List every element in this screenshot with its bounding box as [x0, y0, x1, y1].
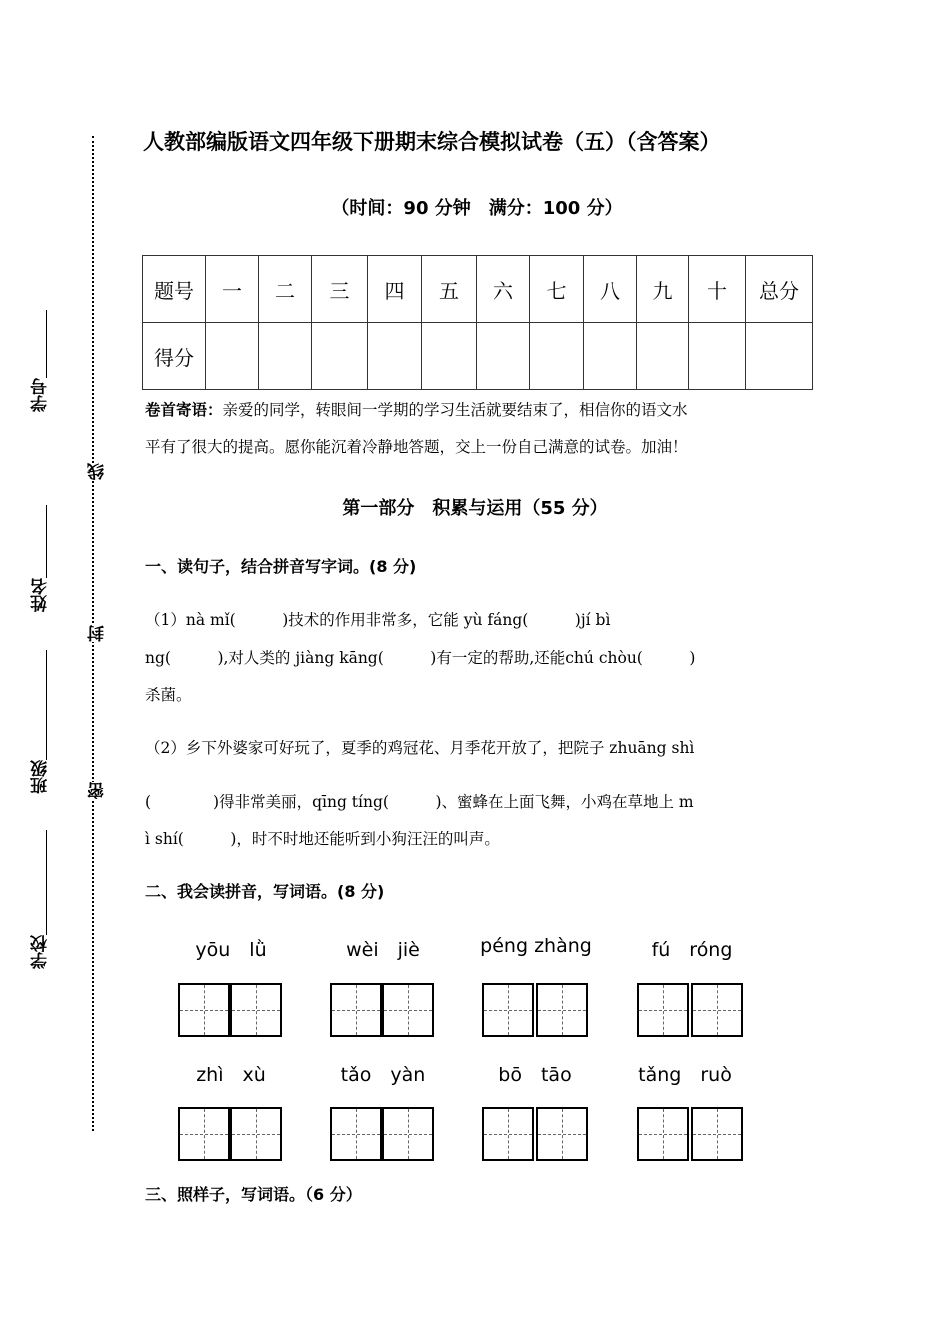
class-blank[interactable]: [46, 650, 47, 760]
pinyin-label: tǎng ruò: [638, 1064, 732, 1086]
header-cell: 五: [422, 256, 477, 323]
tianzige-box[interactable]: [178, 1107, 230, 1161]
q1-line: ì shí( )，时不时地还能听到小狗汪汪的叫声。: [145, 830, 500, 848]
tianzige-box[interactable]: [230, 1107, 282, 1161]
q1-line: （2）乡下外婆家可好玩了，夏季的鸡冠花、月季花开放了，把院子 zhuāng shì: [145, 739, 695, 757]
preface-line-1: [145, 398, 688, 420]
question-3-title: 三、照样子，写词语。（6 分）: [145, 1185, 362, 1204]
q1-line: ng( ),对人类的 jiàng kāng( )有一定的帮助,还能chú chòu( ): [145, 649, 696, 667]
header-cell: 二: [259, 256, 312, 323]
header-cell: 题号: [143, 256, 206, 323]
header-cell: 三: [312, 256, 368, 323]
tianzige-box[interactable]: [230, 983, 282, 1037]
tianzige-box[interactable]: [637, 1107, 689, 1161]
pinyin-label: fú róng: [651, 939, 733, 961]
score-cell[interactable]: [206, 323, 259, 390]
score-table: [142, 255, 813, 390]
label-name: 姓名: [31, 578, 51, 612]
tianzige-box[interactable]: [482, 1107, 534, 1161]
tianzige-box[interactable]: [637, 983, 689, 1037]
header-cell: 八: [584, 256, 637, 323]
preface-line-2: 平有了很大的提高。愿你能沉着冷静地答题，交上一份自己满意的试卷。加油！: [145, 438, 688, 456]
score-cell[interactable]: [689, 323, 746, 390]
tianzige-box[interactable]: [330, 1107, 382, 1161]
score-table-score-row: [143, 323, 813, 390]
exam-time-score: （时间：90 分钟 满分：100 分）: [331, 198, 623, 219]
header-cell: 十: [689, 256, 746, 323]
pinyin-label: tǎo yàn: [340, 1064, 426, 1086]
tianzige-box[interactable]: [691, 983, 743, 1037]
score-cell[interactable]: [368, 323, 422, 390]
header-cell: 九: [637, 256, 689, 323]
pinyin-label: péng zhàng: [480, 935, 592, 957]
header-cell: 一: [206, 256, 259, 323]
score-cell[interactable]: [477, 323, 530, 390]
pinyin-label: yōu lǜ: [195, 939, 267, 961]
label-school: 学校: [31, 935, 51, 969]
score-cell[interactable]: [637, 323, 689, 390]
tianzige-box[interactable]: [536, 983, 588, 1037]
seal-char-feng: 封: [85, 625, 110, 642]
tianzige-box[interactable]: [382, 983, 434, 1037]
seal-char-xian: 线: [85, 463, 110, 480]
seal-char-mi: 密: [85, 782, 110, 799]
q1-line: ( )得非常美丽，qīng tíng( )、蜜蜂在上面飞舞，小鸡在草地上 m: [145, 793, 694, 811]
score-row-label: 得分: [143, 323, 206, 390]
tianzige-box[interactable]: [178, 983, 230, 1037]
score-cell[interactable]: [530, 323, 584, 390]
label-student-number: 学号: [31, 378, 51, 412]
score-cell[interactable]: [259, 323, 312, 390]
school-blank[interactable]: [46, 830, 47, 935]
header-cell: 总分: [746, 256, 813, 323]
score-cell[interactable]: [422, 323, 477, 390]
header-cell: 七: [530, 256, 584, 323]
header-cell: 四: [368, 256, 422, 323]
q1-line: 杀菌。: [145, 686, 192, 704]
page-title: 人教部编版语文四年级下册期末综合模拟试卷（五）（含答案）: [143, 130, 721, 154]
pinyin-label: wèi jiè: [346, 939, 420, 961]
tianzige-box[interactable]: [482, 983, 534, 1037]
tianzige-box[interactable]: [382, 1107, 434, 1161]
q1-line: （1）nà mǐ( )技术的作用非常多，它能 yù fáng( )jí bì: [145, 611, 611, 629]
tianzige-box[interactable]: [330, 983, 382, 1037]
score-cell[interactable]: [746, 323, 813, 390]
score-table-header-row: [143, 256, 813, 323]
score-cell[interactable]: [312, 323, 368, 390]
tianzige-box[interactable]: [536, 1107, 588, 1161]
pinyin-label: bō tāo: [498, 1064, 572, 1086]
tianzige-box[interactable]: [691, 1107, 743, 1161]
question-1-title: 一、读句子，结合拼音写字词。(8 分): [145, 557, 417, 576]
preface-label: 卷首寄语：: [145, 400, 223, 419]
pinyin-label: zhì xù: [196, 1064, 266, 1086]
score-cell[interactable]: [584, 323, 637, 390]
label-class: 班级: [31, 760, 51, 794]
question-2-title: 二、我会读拼音，写词语。(8 分): [145, 882, 385, 901]
student-number-blank[interactable]: [46, 310, 47, 378]
preface-text-1: 亲爱的同学，转眼间一学期的学习生活就要结束了，相信你的语文水: [222, 401, 688, 419]
section-heading: 第一部分 积累与运用（55 分）: [342, 498, 608, 519]
header-cell: 六: [477, 256, 530, 323]
